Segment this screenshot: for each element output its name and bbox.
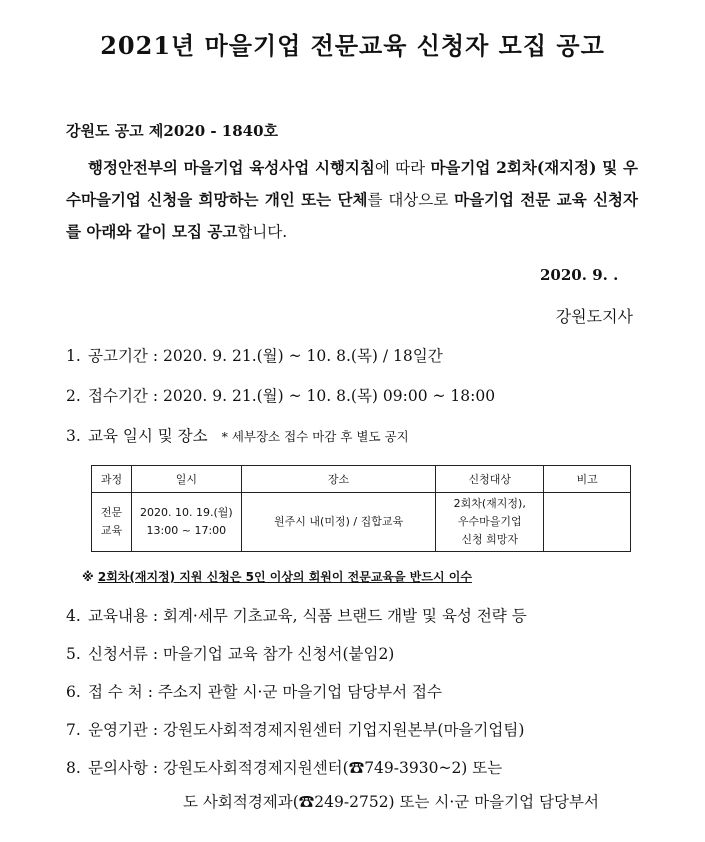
note-mark: ※	[82, 570, 98, 584]
cell-remark	[544, 493, 631, 552]
item-text: 신청서류 : 마을기업 교육 참가 신청서(붙임2)	[88, 645, 395, 663]
intro-part-1: 행정안전부의 마을기업 육성사업 시행지침	[88, 158, 375, 177]
item-submit	[66, 680, 442, 702]
header-remark: 비고	[544, 466, 631, 493]
item-text: 교육내용 : 회계·세무 기초교육, 식품 브랜드 개발 및 육성 전략 등	[88, 607, 527, 625]
document-title: 2021년 마을기업 전문교육 신청자 모집 공고	[100, 31, 605, 60]
item-text: 접수기간 : 2020. 9. 21.(월) ~ 10. 8.(목) 09:00 ~ 18:00	[88, 387, 496, 405]
notice-number: 강원도 공고 제2020 - 1840호	[66, 122, 279, 140]
schedule-table	[91, 465, 631, 552]
item-text: 문의사항 : 강원도사회적경제지원센터(☎749-3930~2) 또는	[88, 759, 503, 777]
item-number: 6.	[66, 683, 81, 701]
intro-part-4: 를 대상으로	[367, 191, 455, 209]
item-content	[66, 604, 527, 626]
date-line-2: 13:00 ~ 17:00	[146, 524, 227, 537]
target-line-3: 신청 희망자	[461, 533, 519, 546]
item-contact	[66, 756, 502, 778]
date-line-1: 2020. 10. 19.(월)	[140, 506, 233, 519]
item-number: 5.	[66, 645, 81, 663]
item-documents	[66, 642, 394, 664]
item-number: 1.	[66, 347, 81, 365]
header-target: 신청대상	[436, 466, 544, 493]
cell-course	[92, 493, 132, 552]
target-line-1: 2회차(재지정),	[453, 497, 526, 510]
table-row	[92, 493, 631, 552]
header-datetime: 일시	[131, 466, 241, 493]
item-number: 8.	[66, 759, 81, 777]
item-number: 4.	[66, 607, 81, 625]
table-header-row	[92, 466, 631, 493]
item-number: 3.	[66, 427, 81, 445]
course-line-2: 교육	[100, 524, 123, 537]
schedule-note: * 세부장소 접수 마감 후 별도 공지	[221, 429, 409, 444]
intro-part-6: 합니다.	[237, 223, 288, 241]
item-text: 교육 일시 및 장소	[88, 427, 208, 445]
cell-target	[436, 493, 544, 552]
cell-place: 원주시 내(미정) / 집합교육	[241, 493, 436, 552]
intro-part-3: 마을기업 2회차(재지정) 및 우수마을기업 신청을 희망하는 개인 또는 단체	[66, 158, 638, 209]
course-line-1: 전문	[100, 506, 123, 519]
header-course: 과정	[92, 466, 132, 493]
item-contact-line-2: 도 사회적경제과(☎249-2752) 또는 시·군 마을기업 담당부서	[183, 793, 599, 811]
item-text: 공고기간 : 2020. 9. 21.(월) ~ 10. 8.(목) / 18일간	[88, 347, 443, 365]
target-line-2: 우수마을기업	[457, 515, 522, 528]
header-place: 장소	[241, 466, 436, 493]
item-reception	[66, 384, 495, 406]
intro-part-5: 마을기업 전문 교육 신청자를 아래와 같이 모집 공고	[66, 190, 638, 241]
issuing-organization: 강원도지사	[555, 307, 633, 326]
item-number: 7.	[66, 721, 81, 739]
item-text: 운영기관 : 강원도사회적경제지원센터 기업지원본부(마을기업팀)	[88, 721, 525, 739]
note-text: 2회차(재지정) 지원 신청은 5인 이상의 회원이 전문교육을 반드시 이수	[97, 570, 472, 584]
intro-paragraph	[66, 152, 638, 248]
cell-datetime	[131, 493, 241, 552]
intro-part-2: 에 따라	[374, 159, 431, 177]
item-period	[66, 344, 443, 366]
table-footnote	[82, 568, 472, 585]
item-schedule	[66, 424, 409, 446]
item-text: 접 수 처 : 주소지 관할 시·군 마을기업 담당부서 접수	[88, 683, 442, 701]
notice-date: 2020. 9. .	[540, 266, 619, 284]
item-operator	[66, 718, 524, 740]
item-number: 2.	[66, 387, 81, 405]
